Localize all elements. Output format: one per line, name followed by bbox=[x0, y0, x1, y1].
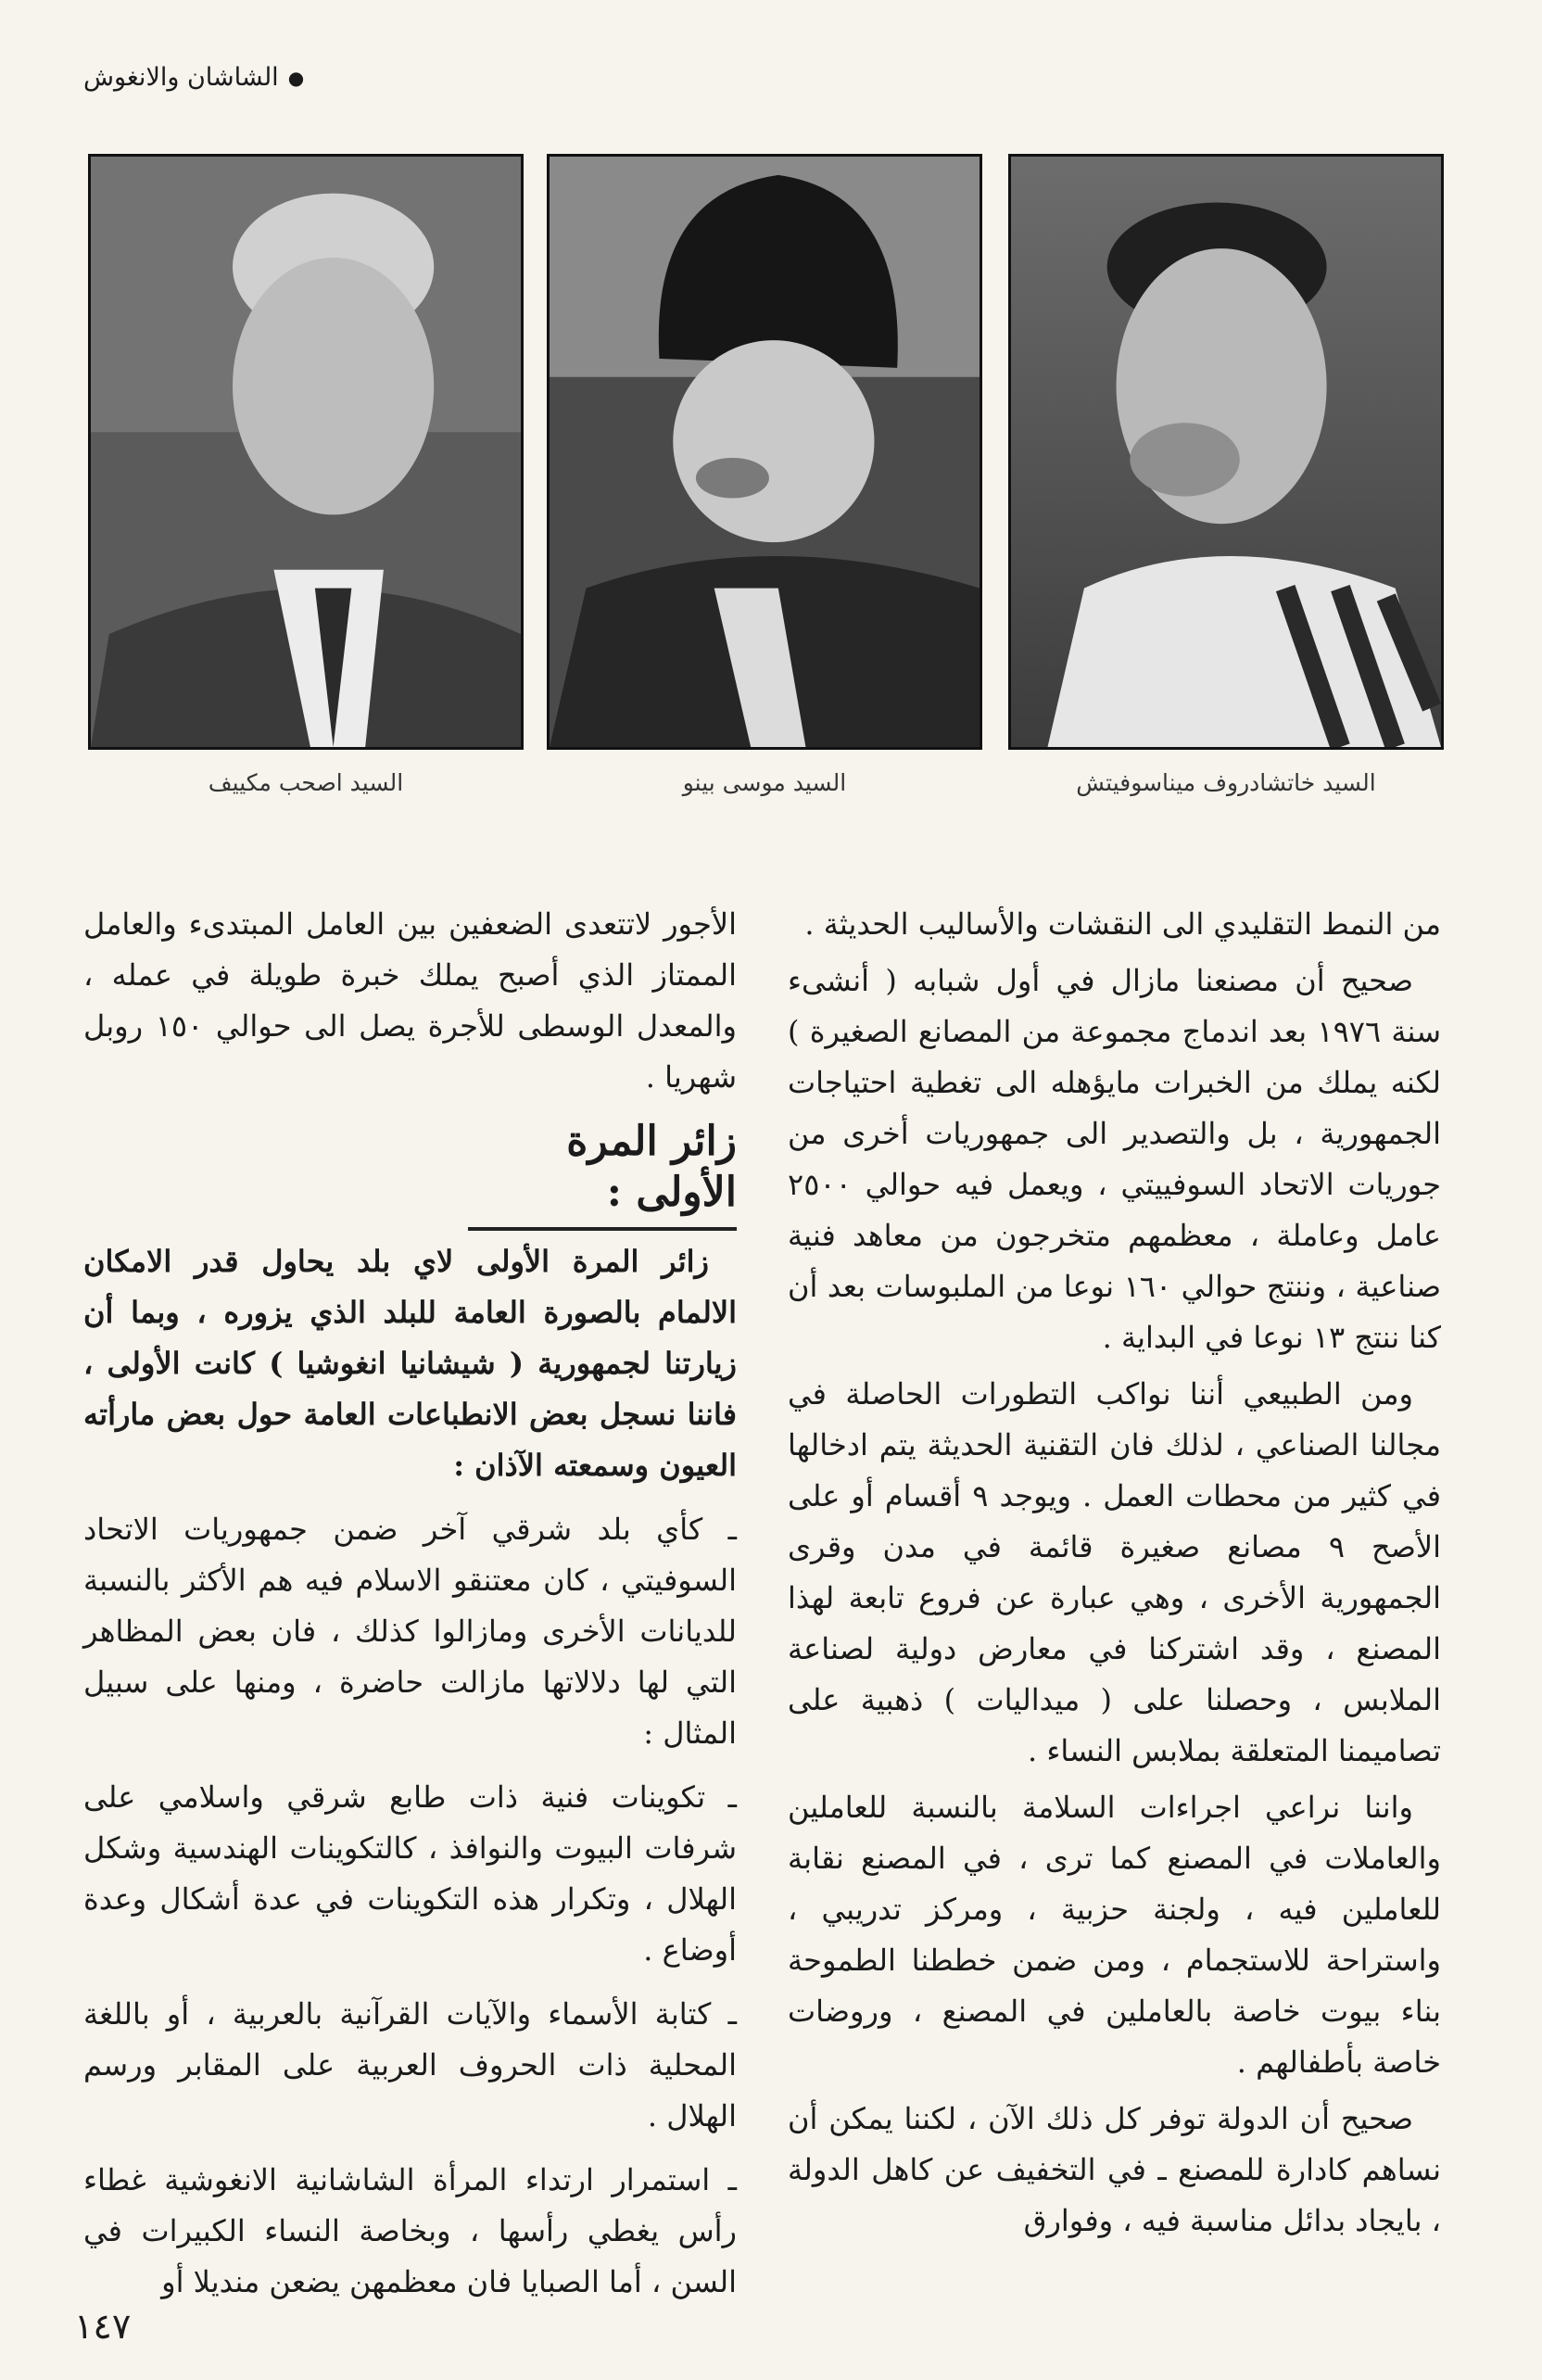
paragraph: ومن الطبيعي أننا نواكب التطورات الحاصلة في مجالنا الصناعي ، لذلك فان التقنية الحديثة يتم ادخالها في كثير من محطات العمل . ويوجد ٩ أقسام أو على الأصح ٩ مصانع صغيرة قائمة في مدن وقرى الجمهورية الأخرى ، وهي عبارة عن فروع تابعة لهذا المصنع ، وقد اشتركنا في معارض دولية لصناعة الملابس ، وحصلنا على ( ميداليات ) ذهبية على تصاميمنا المتعلقة بملابس النساء . bbox=[788, 1376, 1442, 1768]
bullet-icon: ● bbox=[287, 66, 305, 89]
paragraph: صحيح أن الدولة توفر كل ذلك الآن ، لكننا يمكن أن نساهم كادارة للمصنع ـ في التخفيف عن كاهل الدولة ، بايجاد بدائل مناسبة فيه ، وفوارق bbox=[788, 2101, 1441, 2238]
header-title: الشاشان والانغوش bbox=[83, 63, 279, 92]
paragraph: الأجور لاتتعدى الضعفين بين العامل المبتدىء والعامل الممتاز الذي أصبح يملك خبرة طويلة في عمله ، والمعدل الوسطى للأجرة يصل الى حوالي ١٥٠ روبل شهريا . bbox=[83, 906, 738, 1095]
photo-khachadurov bbox=[1008, 154, 1444, 750]
page-number: ١٤٧ bbox=[74, 2306, 132, 2347]
list-item: ـ كأي بلد شرقي آخر ضمن جمهوريات الاتحاد السوفيتي ، كان معتنقو الاسلام فيه هم الأكثر بالنسبة للديانات الأخرى ومازالوا كذلك ، فان بعض المظاهر التي لها دلالاتها مازالت حاضرة ، ومنها على سبيل المثال : bbox=[83, 1512, 738, 1751]
section-subheading: زائر المرة الأولى : bbox=[468, 1116, 737, 1231]
paragraph: صحيح أن مصنعنا مازال في أول شبابه ( أنشىء سنة ١٩٧٦ بعد اندماج مجموعة من المصانع الصغيرة ) لكنه يملك من الخبرات مايؤهله الى تغطية احتياجات الجمهورية ، بل والتصدير الى جمهوريات أخرى من جوريات الاتحاد السوفييتي ، ويعمل فيه حوالي ٢٥٠٠ عامل وعاملة ، معظمهم متخرجون من معاهد فنية صناعية ، وننتج حوالي ١٦٠ نوعا من الملبوسات بعد أن كنا ننتج ١٣ نوعا في البداية . bbox=[788, 963, 1442, 1355]
photo-asbab-makiev bbox=[88, 154, 524, 750]
paragraph: من النمط التقليدي الى النقشات والأساليب الحديثة . bbox=[804, 906, 1441, 942]
article-column-left bbox=[83, 899, 737, 2313]
photo-musa-beno bbox=[547, 154, 982, 750]
list-item: ـ كتابة الأسماء والآيات القرآنية بالعربية ، أو باللغة المحلية ذات الحروف العربية على المقابر ورسم الهلال . bbox=[83, 1996, 737, 2133]
running-header bbox=[83, 63, 304, 92]
paragraph: زائر المرة الأولى لاي بلد يحاول قدر الامكان الالمام بالصورة العامة للبلد الذي يزوره ، وبما أن زيارتنا لجمهورية ( شيشانيا انغوشيا ) كانت الأولى ، فاننا نسجل بعض الانطباعات العامة حول بعض مارأته العيون وسمعته الآذان : bbox=[83, 1244, 737, 1483]
photo-caption-1: السيد خاتشادروف ميناسوفيتش bbox=[1076, 769, 1376, 796]
photo-caption-3: السيد اصحب مكييف bbox=[208, 769, 404, 796]
list-item: ـ تكوينات فنية ذات طابع شرقي واسلامي على شرفات البيوت والنوافذ ، كالتكوينات الهندسية وشكل الهلال ، وتكرار هذه التكوينات في عدة أشكال وعدة أوضاع . bbox=[83, 1779, 737, 1968]
photo-caption-2: السيد موسى بينو bbox=[682, 769, 847, 796]
article-column-right bbox=[788, 899, 1441, 2252]
list-item: ـ استمرار ارتداء المرأة الشاشانية الانغوشية غطاء رأس يغطي رأسها ، وبخاصة النساء الكبيرات في السن ، أما الصبايا فان معظمهن يضعن منديلا أو bbox=[83, 2162, 737, 2299]
paragraph: واننا نراعي اجراءات السلامة بالنسبة للعاملين والعاملات في المصنع كما ترى ، في المصنع نقابة للعاملين فيه ، ولجنة حزبية ، ومركز تدريبي ، واستراحة للاستجمام ، ومن ضمن خططنا الطموحة بناء بيوت خاصة بالعاملين في المصنع ، وروضات خاصة بأطفالهم . bbox=[788, 1790, 1441, 2080]
